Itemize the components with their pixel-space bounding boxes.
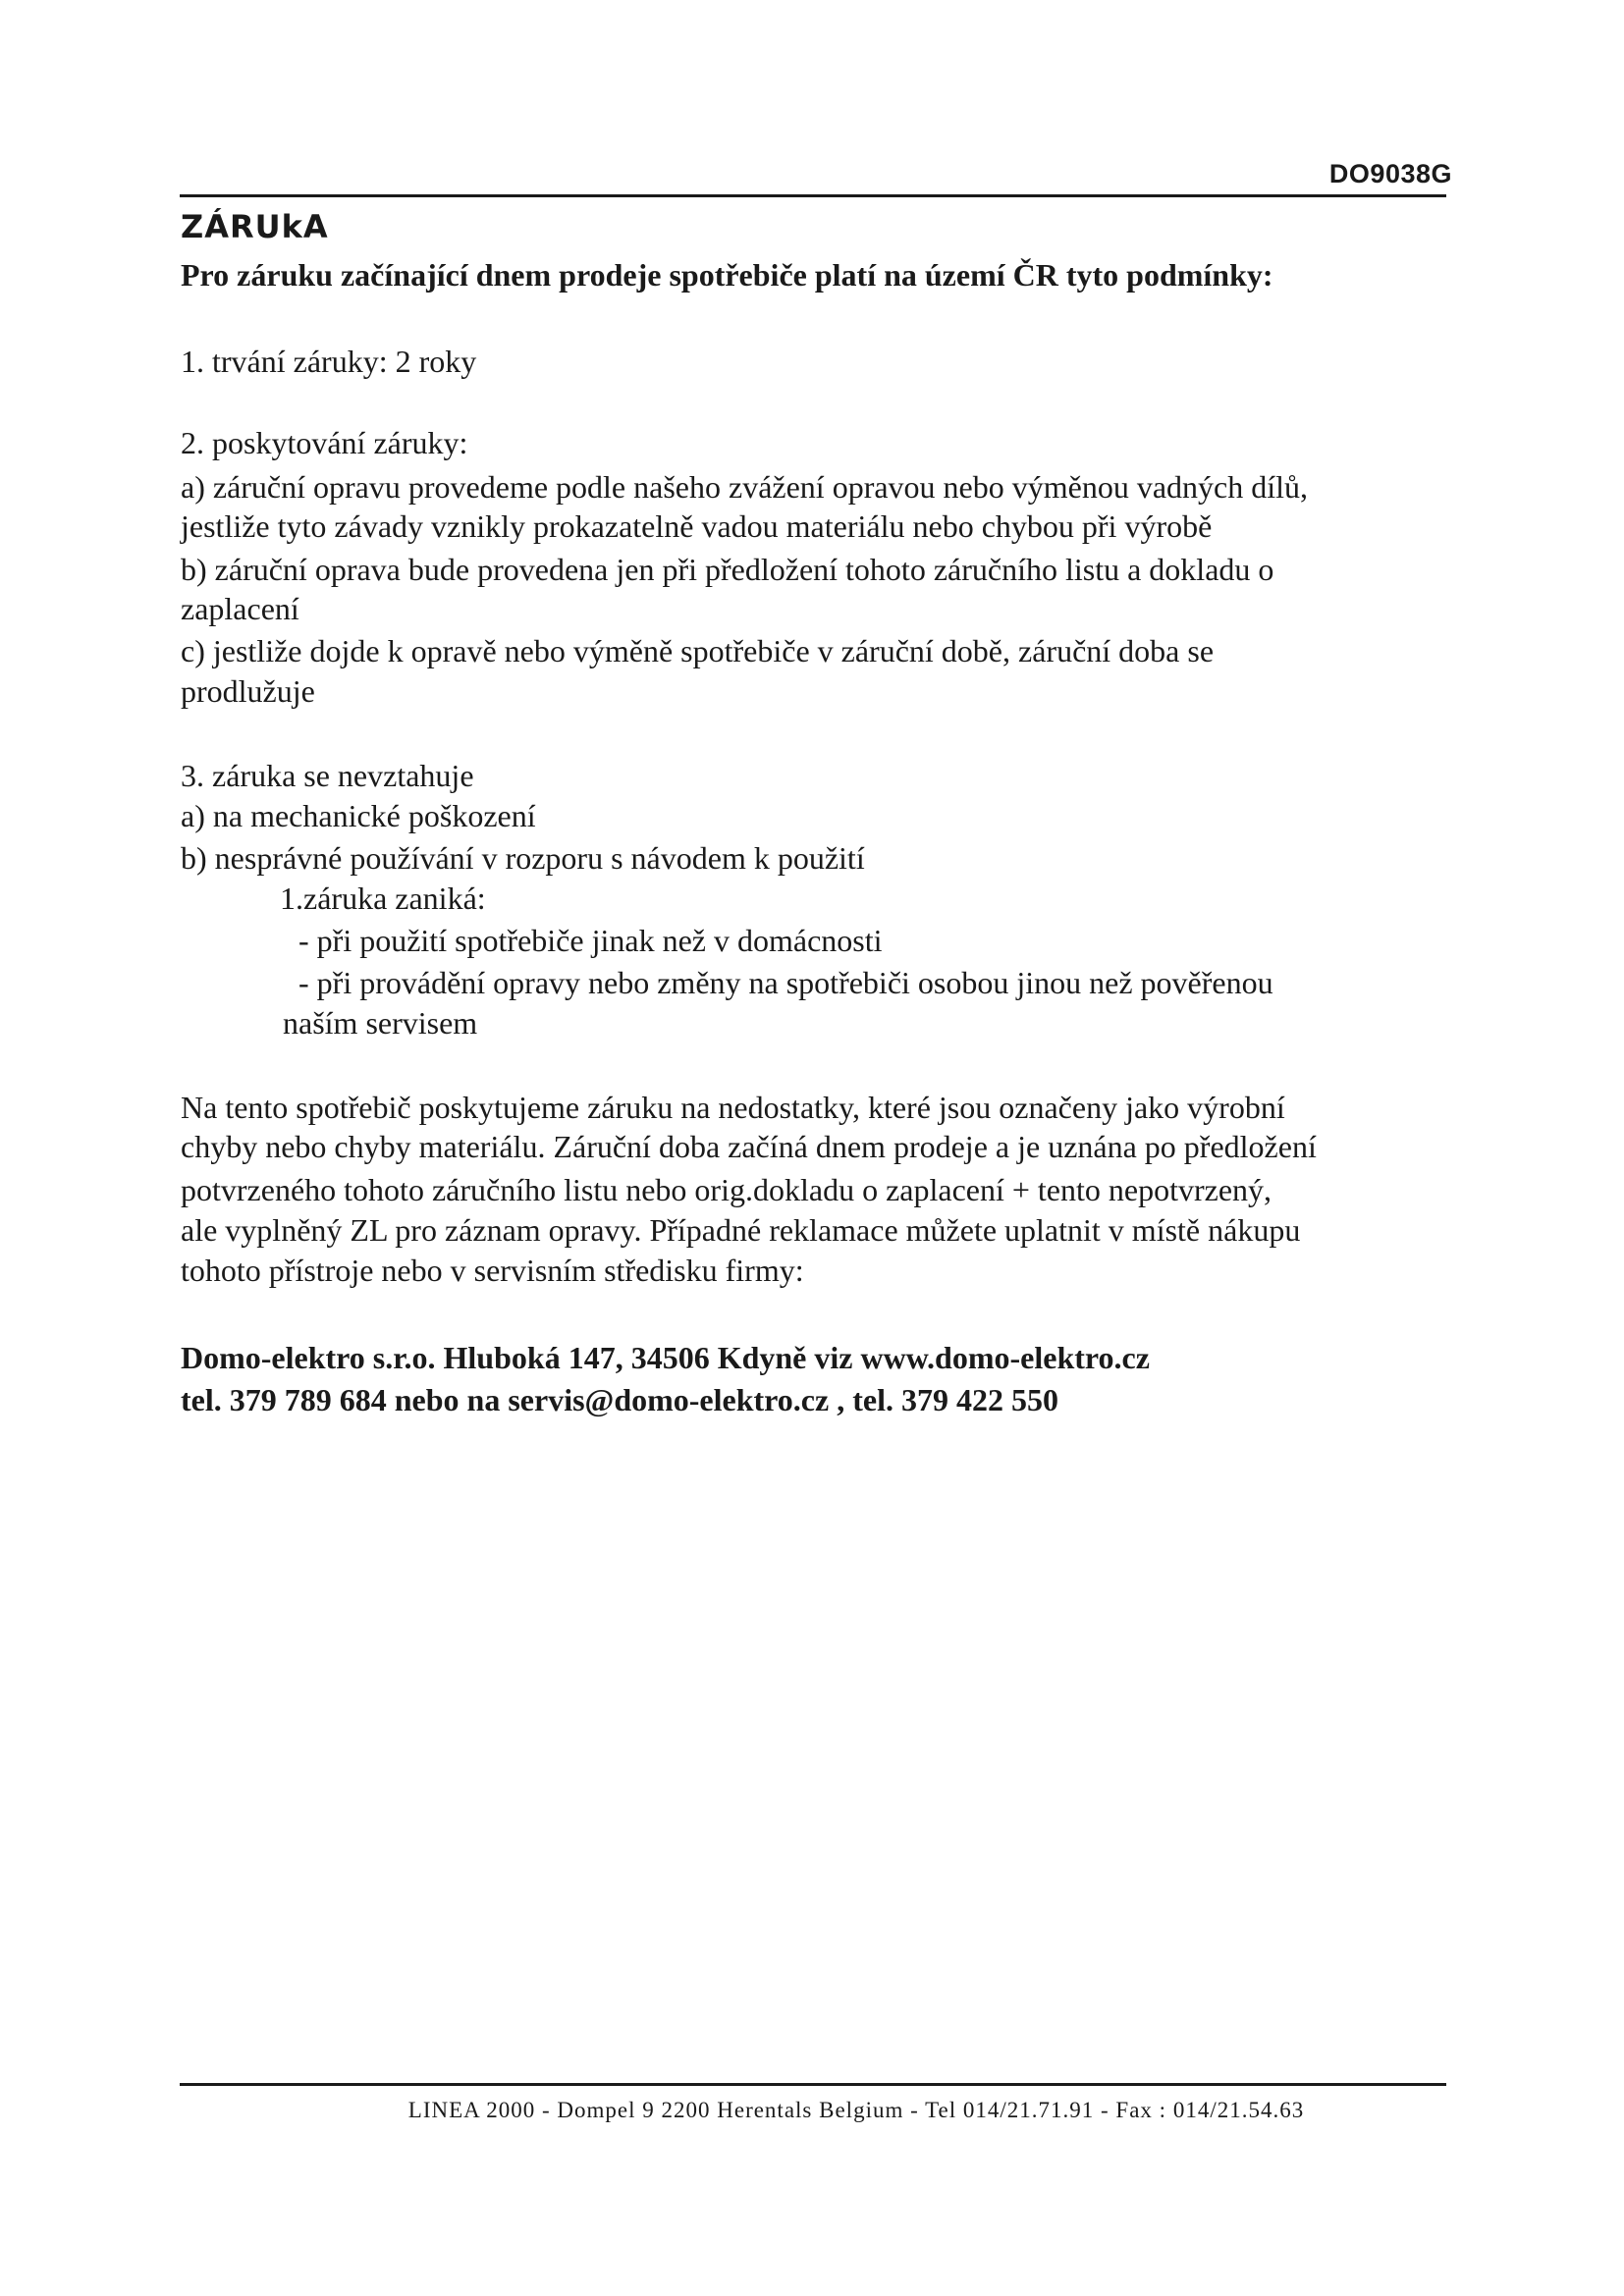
paragraph-line3: potvrzeného tohoto záručního listu nebo orig.dokladu o zaplacení + tento nepotvrzený, xyxy=(181,1172,1272,1207)
section3-item2-line2: naším servisem xyxy=(283,1005,478,1041)
top-divider xyxy=(180,194,1446,197)
page-title: ZÁRUkA xyxy=(181,208,329,245)
section2-b-line2: zaplacení xyxy=(181,591,299,626)
section2-b-line1: b) záruční oprava bude provedena jen při předložení tohoto záručního listu a dokladu o xyxy=(181,552,1274,587)
paragraph-line2: chyby nebo chyby materiálu. Záruční doba začíná dnem prodeje a je uznána po předložení xyxy=(181,1129,1317,1164)
section2-c-line2: prodlužuje xyxy=(181,673,315,709)
section2-a-line2: jestliže tyto závady vznikly prokazatelně vadou materiálu nebo chybou při výrobě xyxy=(181,508,1213,544)
section2-a-line1: a) záruční opravu provedeme podle našeho zvážení opravou nebo výměnou vadných dílů, xyxy=(181,469,1309,505)
section3-item1: - při použití spotřebiče jinak než v domácnosti xyxy=(298,923,883,958)
section3-a: a) na mechanické poškození xyxy=(181,798,536,833)
paragraph-line1: Na tento spotřebič poskytujeme záruku na nedostatky, které jsou označeny jako výrobní xyxy=(181,1090,1285,1125)
model-code: DO9038G xyxy=(1328,159,1452,188)
page-subtitle: Pro záruku začínající dnem prodeje spotřebiče platí na území ČR tyto podmínky: xyxy=(181,257,1273,293)
contact-line1: Domo-elektro s.r.o. Hluboká 147, 34506 Kdyně viz www.domo-elektro.cz xyxy=(181,1340,1150,1375)
contact-line2: tel. 379 789 684 nebo na servis@domo-elektro.cz , tel. 379 422 550 xyxy=(181,1382,1058,1417)
section3-b: b) nesprávné používání v rozporu s návodem k použití xyxy=(181,840,865,876)
paragraph-line4: ale vyplněný ZL pro záznam opravy. Případné reklamace můžete uplatnit v místě nákupu xyxy=(181,1212,1301,1248)
page-footer: LINEA 2000 - Dompel 9 2200 Herentals Belgium - Tel 014/21.71.91 - Fax : 014/21.54.63 xyxy=(407,2098,1305,2122)
warranty-duration: 1. trvání záruky: 2 roky xyxy=(181,344,477,379)
bottom-divider xyxy=(180,2083,1446,2086)
section3-heading: 3. záruka se nevztahuje xyxy=(181,758,474,793)
section3-subheading: 1.záruka zaniká: xyxy=(280,881,486,916)
section2-c-line1: c) jestliže dojde k opravě nebo výměně spotřebiče v záruční době, záruční doba se xyxy=(181,633,1215,668)
paragraph-line5: tohoto přístroje nebo v servisním středisku firmy: xyxy=(181,1253,804,1288)
section2-heading: 2. poskytování záruky: xyxy=(181,425,468,460)
section3-item2-line1: - při provádění opravy nebo změny na spotřebiči osobou jinou než pověřenou xyxy=(298,965,1273,1000)
